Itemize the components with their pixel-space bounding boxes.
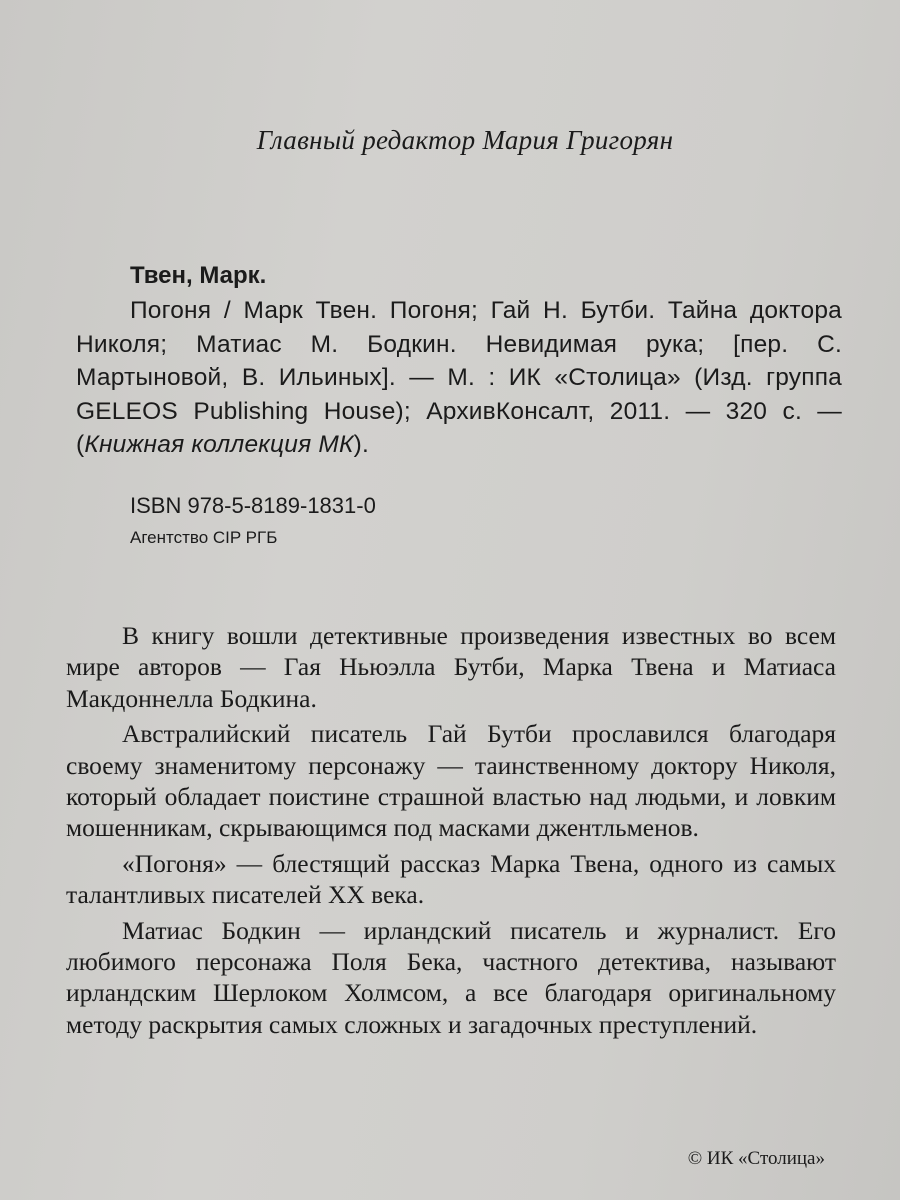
cip-agency: Агентство CIP РГБ [130, 528, 278, 547]
annotation-paragraph: «Погоня» — блестящий рассказ Марка Твена, одного из самых талантливых писателей XX века. [66, 848, 836, 910]
chief-editor-line: Главный редактор Мария Григорян [256, 125, 674, 155]
catalog-record-body [76, 294, 842, 462]
annotation-text [66, 620, 836, 1044]
annotation-paragraph: Австралийский писатель Гай Бутби прославился благодаря своему знаменитому персонажу — таинственному доктору Николя, который обладает поистине страшной властью над людьми, и ловким мошенникам, скрывающимся под масками джентльменов. [66, 719, 836, 843]
annotation-paragraph: Матиас Бодкин — ирландский писатель и журналист. Его любимого персонажа Поля Бека, частного детектива, называют ирландским Шерлоком Холмсом, а все благодаря оригинальному методу раскрытия самых сложных и загадочных преступлений. [66, 915, 836, 1039]
annotation-paragraph: В книгу вошли детективные произведения известных во всем мире авторов — Гая Ньюэлла Бутби, Марка Твена и Матиаса Макдоннелла Бодкина. [66, 621, 836, 713]
catalog-record-heading: Твен, Марк. [130, 262, 267, 289]
catalog-record-text: Погоня / Марк Твен. Погоня; Гай Н. Бутби. Тайна доктора Николя; Матиас М. Бодкин. Невидимая рука; [пер. С. Мартыновой, В. Ильиных]. — М. : ИК «Столица» (Изд. группа GELEOS Publishing House); АрхивКонсалт, 2011. — 320 с. — ( [76, 297, 842, 458]
series-title: Книжная коллекция МК [84, 431, 354, 458]
isbn-number: ISBN 978-5-8189-1831-0 [130, 493, 376, 518]
catalog-record-end: ). [353, 431, 369, 458]
copyright-notice: © ИК «Столица» [687, 1148, 825, 1169]
